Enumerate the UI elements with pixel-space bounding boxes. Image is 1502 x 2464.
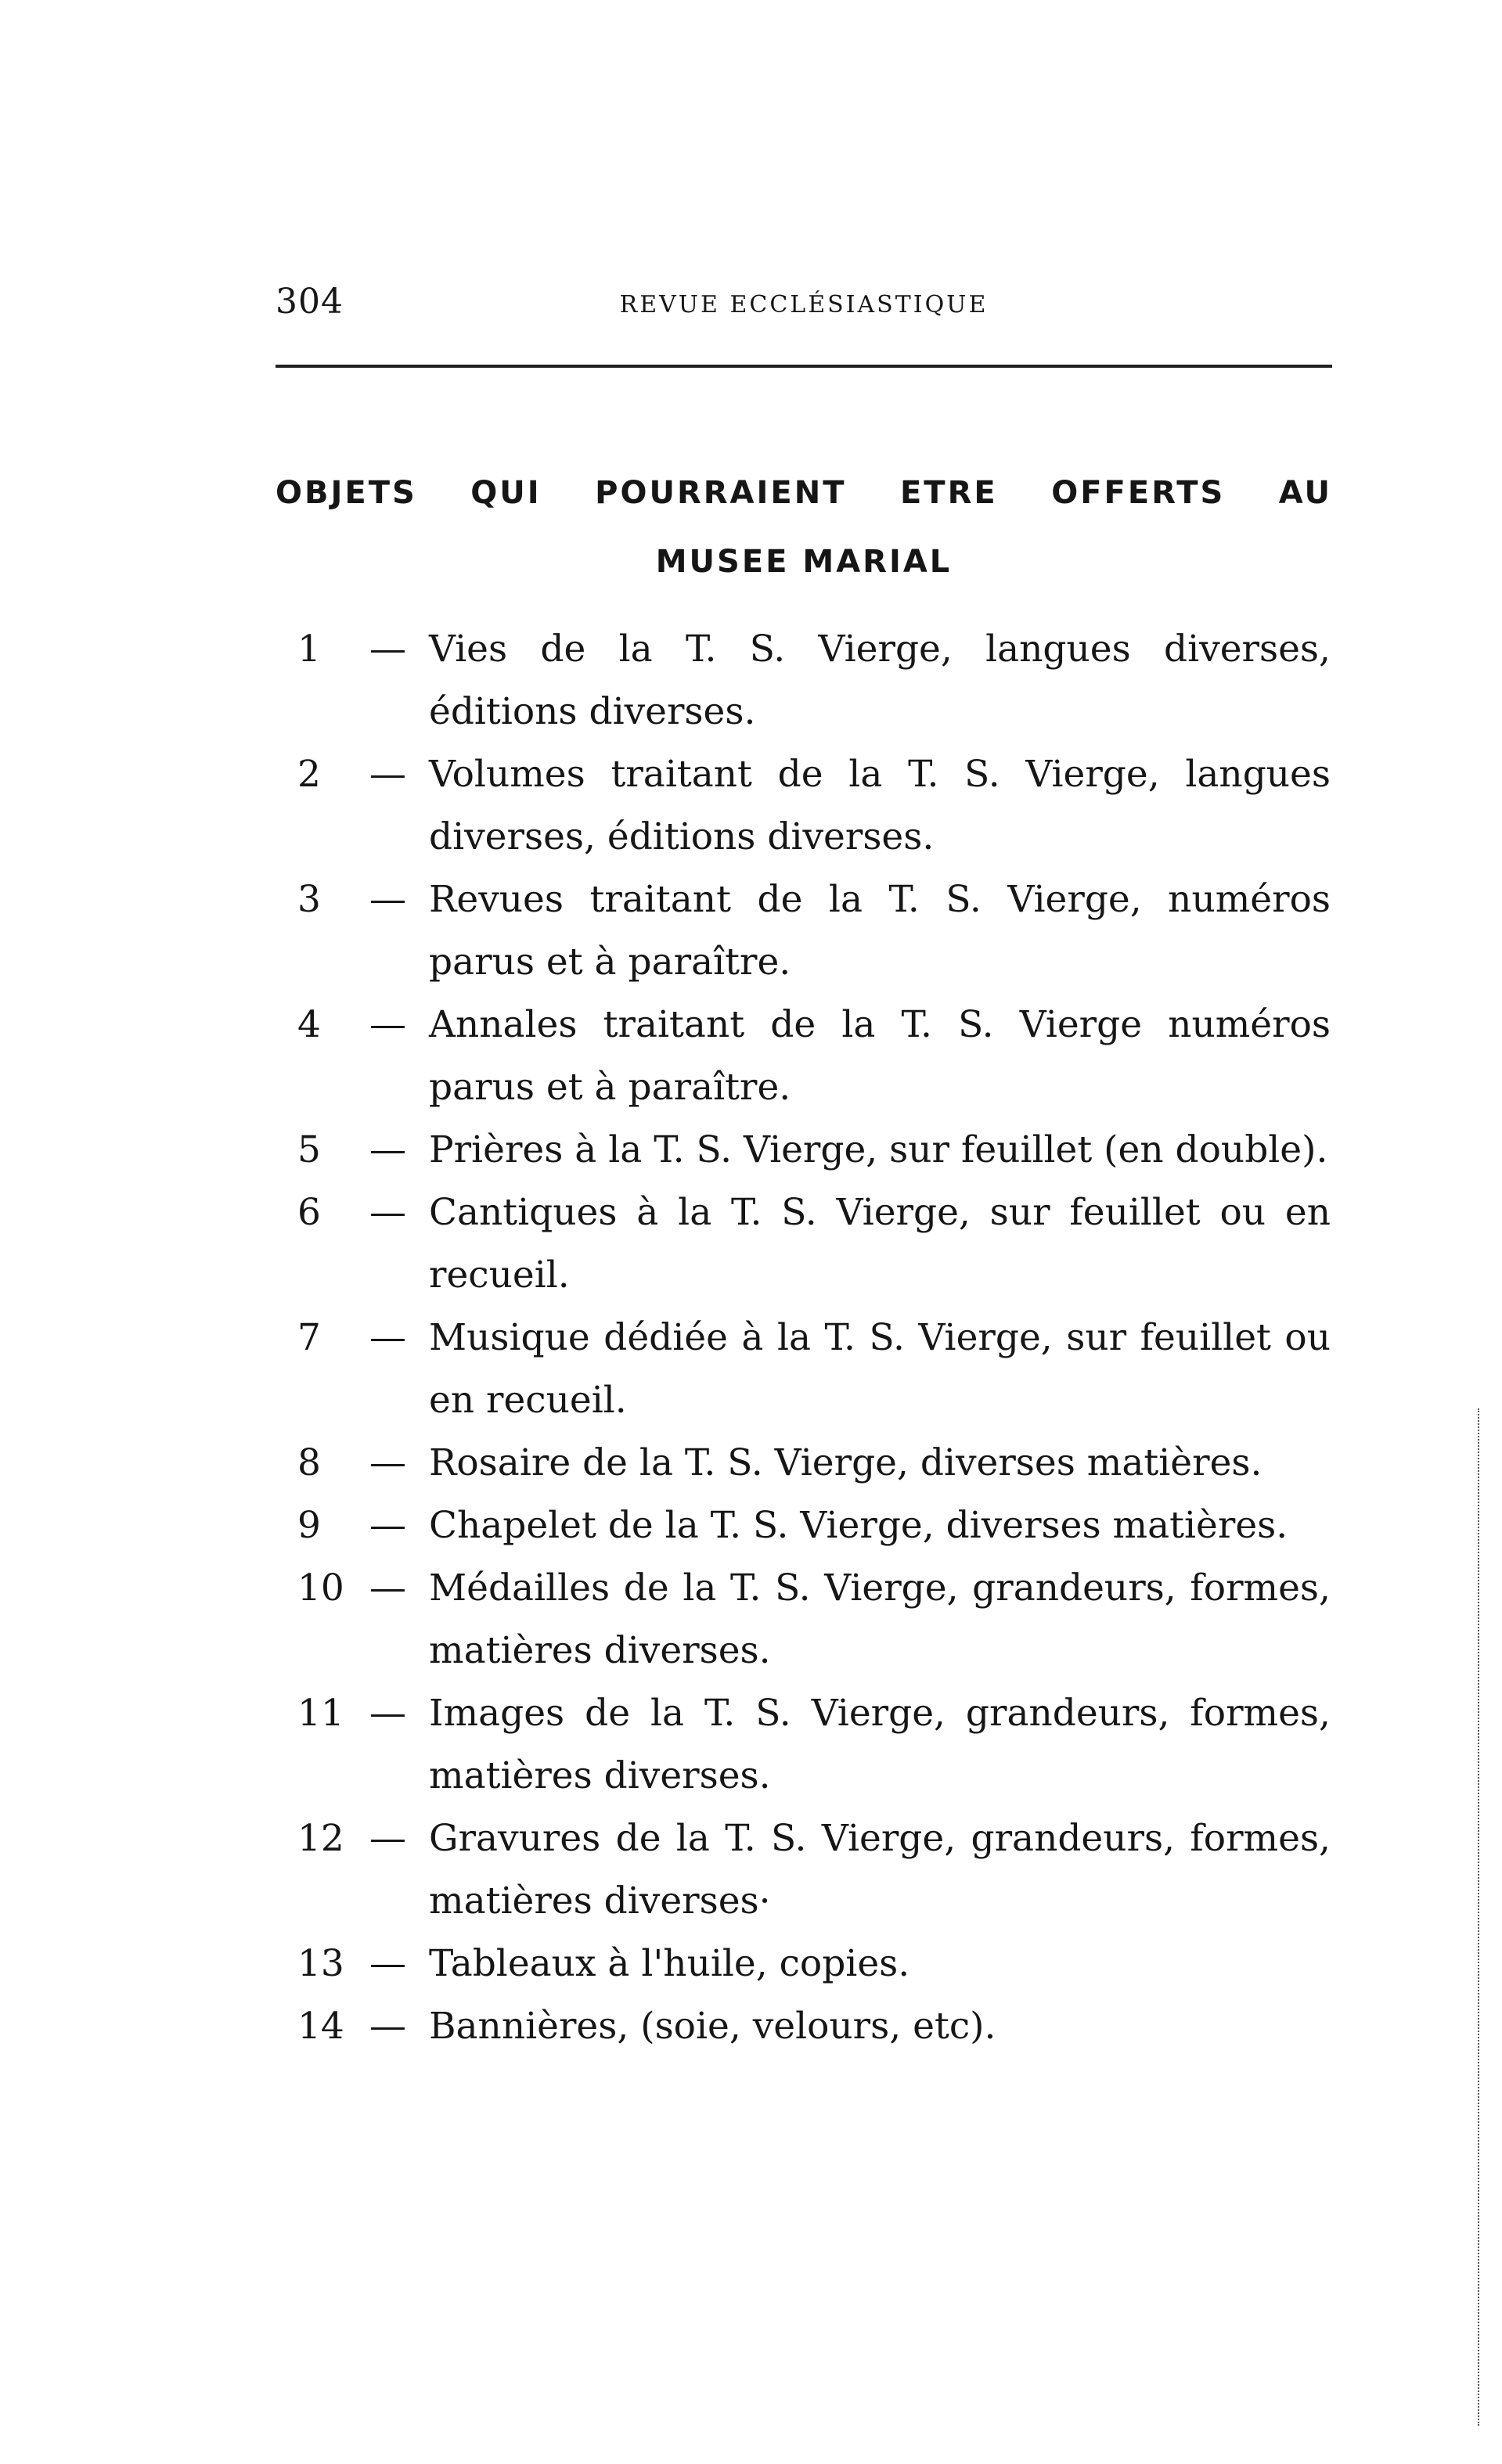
list-item	[297, 1432, 1331, 1495]
section-title-line-2: MUSEE MARIAL	[655, 544, 953, 580]
item-text: Images de la T. S. Vierge, grandeurs, formes, matières diverses.	[429, 1692, 1331, 1797]
item-dash: —	[369, 1504, 406, 1547]
item-dash: —	[369, 1128, 406, 1171]
section-title-line-1: OBJETS QUI POURRAIENT ETRE OFFERTS AU	[276, 475, 1332, 511]
item-number: 13	[297, 1942, 344, 1985]
item-text: Rosaire de la T. S. Vierge, diverses matières.	[429, 1441, 1262, 1484]
list-item	[297, 1995, 1331, 2058]
item-dash: —	[369, 1567, 406, 1610]
list-item	[297, 869, 1331, 994]
item-dash: —	[369, 1942, 406, 1985]
item-number: 7	[297, 1316, 321, 1359]
item-number: 10	[297, 1567, 344, 1610]
item-text: Vies de la T. S. Vierge, langues diverses, éditions diverses.	[429, 628, 1331, 733]
section-title	[276, 459, 1332, 596]
item-text: Gravures de la T. S. Vierge, grandeurs, formes, matières diverses·	[429, 1817, 1331, 1923]
list-item	[297, 1182, 1331, 1307]
scan-margin-line	[1478, 1408, 1479, 2426]
item-number: 8	[297, 1441, 321, 1484]
item-number: 6	[297, 1191, 321, 1234]
list-item	[297, 618, 1331, 743]
item-dash: —	[369, 628, 406, 671]
list-item	[297, 1557, 1331, 1682]
list-item	[297, 1808, 1331, 1933]
item-dash: —	[369, 1692, 406, 1735]
page-header	[276, 282, 1332, 329]
item-number: 5	[297, 1128, 321, 1171]
item-text: Cantiques à la T. S. Vierge, sur feuillet ou en recueil.	[429, 1191, 1331, 1297]
header-rule	[276, 365, 1332, 368]
list-item	[297, 743, 1331, 869]
item-text: Annales traitant de la T. S. Vierge numéros parus et à paraître.	[429, 1003, 1331, 1109]
item-text: Musique dédiée à la T. S. Vierge, sur feuillet ou en recueil.	[429, 1316, 1331, 1422]
list-item	[297, 1682, 1331, 1808]
item-text: Bannières, (soie, velours, etc).	[429, 2005, 996, 2048]
item-text: Tableaux à l'huile, copies.	[429, 1942, 910, 1985]
item-text: Revues traitant de la T. S. Vierge, numéros parus et à paraître.	[429, 878, 1331, 984]
list-item	[297, 994, 1331, 1119]
list-item	[297, 1119, 1331, 1182]
item-number: 14	[297, 2005, 344, 2048]
item-number: 12	[297, 1817, 344, 1860]
item-dash: —	[369, 1817, 406, 1860]
item-dash: —	[369, 2005, 406, 2048]
item-dash: —	[369, 1003, 406, 1046]
object-list	[297, 618, 1331, 2058]
item-text: Volumes traitant de la T. S. Vierge, langues diverses, éditions diverses.	[429, 753, 1331, 858]
item-dash: —	[369, 1191, 406, 1234]
item-text: Médailles de la T. S. Vierge, grandeurs, formes, matières diverses.	[429, 1567, 1331, 1672]
list-item	[297, 1933, 1331, 1995]
running-title: REVUE ECCLÉSIASTIQUE	[619, 291, 989, 318]
item-dash: —	[369, 1316, 406, 1359]
item-number: 2	[297, 753, 321, 796]
item-number: 11	[297, 1692, 344, 1735]
item-number: 1	[297, 628, 321, 671]
item-number: 9	[297, 1504, 321, 1547]
page-number: 304	[276, 282, 344, 322]
item-number: 4	[297, 1003, 321, 1046]
item-text: Prières à la T. S. Vierge, sur feuillet (en double).	[429, 1128, 1328, 1171]
item-dash: —	[369, 878, 406, 921]
list-item	[297, 1307, 1331, 1432]
list-item	[297, 1495, 1331, 1557]
item-dash: —	[369, 753, 406, 796]
item-dash: —	[369, 1441, 406, 1484]
item-number: 3	[297, 878, 321, 921]
item-text: Chapelet de la T. S. Vierge, diverses matières.	[429, 1504, 1288, 1547]
